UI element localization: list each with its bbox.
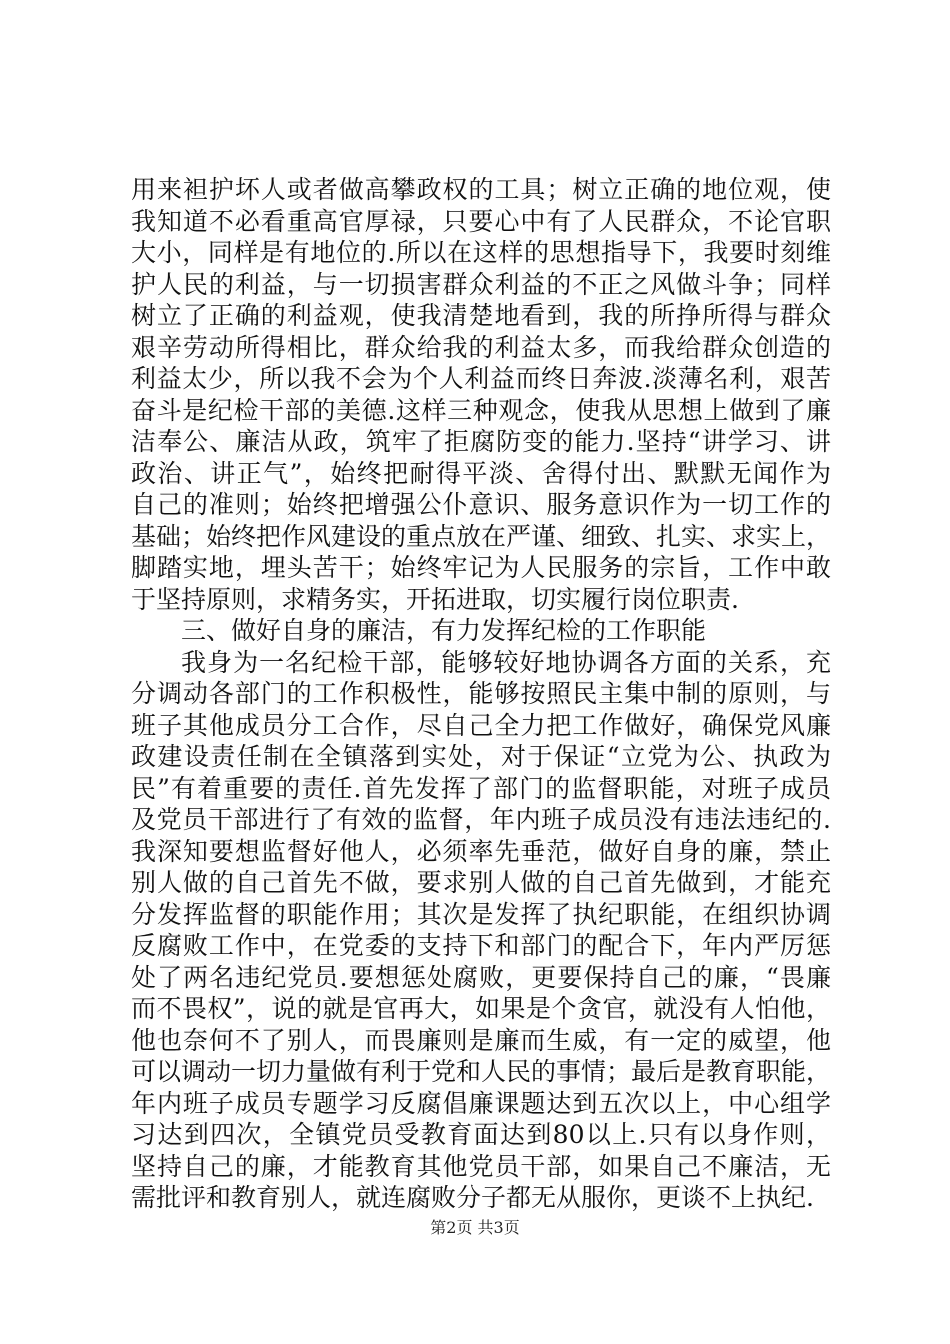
paragraph-line: 洁奉公、廉洁从政，筑牢了拒腐防变的能力.坚持“讲学习、讲: [131, 427, 831, 456]
paragraph-line: 年内班子成员专题学习反腐倡廉课题达到五次以上，中心组学: [131, 1088, 831, 1118]
paragraph-line: 分调动各部门的工作积极性，能够按照民主集中制的原则，与: [131, 679, 831, 708]
paragraph-line: 坚持自己的廉，才能教育其他党员干部，如果自己不廉洁，无: [131, 1151, 831, 1181]
paragraph-line: 他也奈何不了别人，而畏廉则是廉而生威，有一定的威望，他: [131, 1025, 831, 1055]
paragraph-line: 而不畏权”，说的就是官再大，如果是个贪官，就没有人怕他，: [131, 994, 831, 1023]
paragraph-line: 基础；始终把作风建设的重点放在严谨、细致、扎实、求实上，: [131, 521, 832, 551]
paragraph-line: 大小，同样是有地位的.所以在这样的思想指导下，我要时刻维: [131, 238, 831, 267]
paragraph-line: 自己的准则；始终把增强公仆意识、服务意识作为一切工作的: [131, 490, 831, 519]
paragraph-line: 脚踏实地，埋头苦干；始终牢记为人民服务的宗旨，工作中敢: [131, 553, 831, 582]
paragraph-line: 分发挥监督的职能作用；其次是发挥了执纪职能，在组织协调: [131, 899, 831, 929]
paragraph-line: 树立了正确的利益观，使我清楚地看到，我的所挣所得与群众: [131, 301, 831, 330]
paragraph-line: 政治、讲正气”，始终把耐得平淡、舍得付出、默默无闻作为: [131, 458, 831, 488]
paragraph-line: 艰辛劳动所得相比，群众给我的利益太多，而我给群众创造的: [131, 332, 831, 362]
paragraph-line: 反腐败工作中，在党委的支持下和部门的配合下，年内严厉惩: [131, 931, 831, 960]
paragraph-line: 及党员干部进行了有效的监督，年内班子成员没有违法违纪的.: [131, 805, 831, 834]
paragraph-line: 我深知要想监督好他人，必须率先垂范，做好自身的廉，禁止: [131, 836, 831, 866]
paragraph-line: 用来袒护坏人或者做高攀政权的工具；树立正确的地位观，使: [131, 175, 831, 204]
paragraph-line: 我身为一名纪检干部，能够较好地协调各方面的关系，充: [181, 647, 831, 677]
paragraph-line: 别人做的自己首先不做，要求别人做的自己首先做到，才能充: [131, 868, 831, 897]
paragraph-line: 于坚持原则，求精务实，开拓进取，切实履行岗位职责.: [131, 584, 739, 614]
paragraph-line: 民”有着重要的责任.首先发挥了部门的监督职能，对班子成员: [131, 773, 831, 803]
paragraph-line: 政建设责任制在全镇落到实处，对于保证“立党为公、执政为: [131, 742, 831, 771]
paragraph-line: 处了两名违纪党员.要想惩处腐败，更要保持自己的廉，“畏廉: [131, 962, 831, 992]
paragraph-line: 需批评和教育别人，就连腐败分子都无从服你，更谈不上执纪.: [131, 1183, 814, 1212]
paragraph-line: 我知道不必看重高官厚禄，只要心中有了人民群众，不论官职: [131, 206, 831, 236]
paragraph-line: 护人民的利益，与一切损害群众利益的不正之风做斗争；同样: [131, 269, 831, 299]
paragraph-line: 班子其他成员分工合作，尽自己全力把工作做好，确保党风廉: [131, 710, 831, 740]
paragraph-line: 奋斗是纪检干部的美德.这样三种观念，使我从思想上做到了廉: [131, 395, 831, 425]
paragraph-line: 可以调动一切力量做有利于党和人民的事情；最后是教育职能，: [131, 1057, 832, 1086]
section-heading: 三、做好自身的廉洁，有力发挥纪检的工作职能: [181, 616, 707, 645]
page-footer: 第2页 共3页: [430, 1218, 520, 1237]
paragraph-line: 习达到四次，全镇党员受教育面达到80以上.只有以身作则，: [131, 1120, 831, 1149]
paragraph-line: 利益太少，所以我不会为个人利益而终日奔波.淡薄名利，艰苦: [131, 364, 831, 393]
